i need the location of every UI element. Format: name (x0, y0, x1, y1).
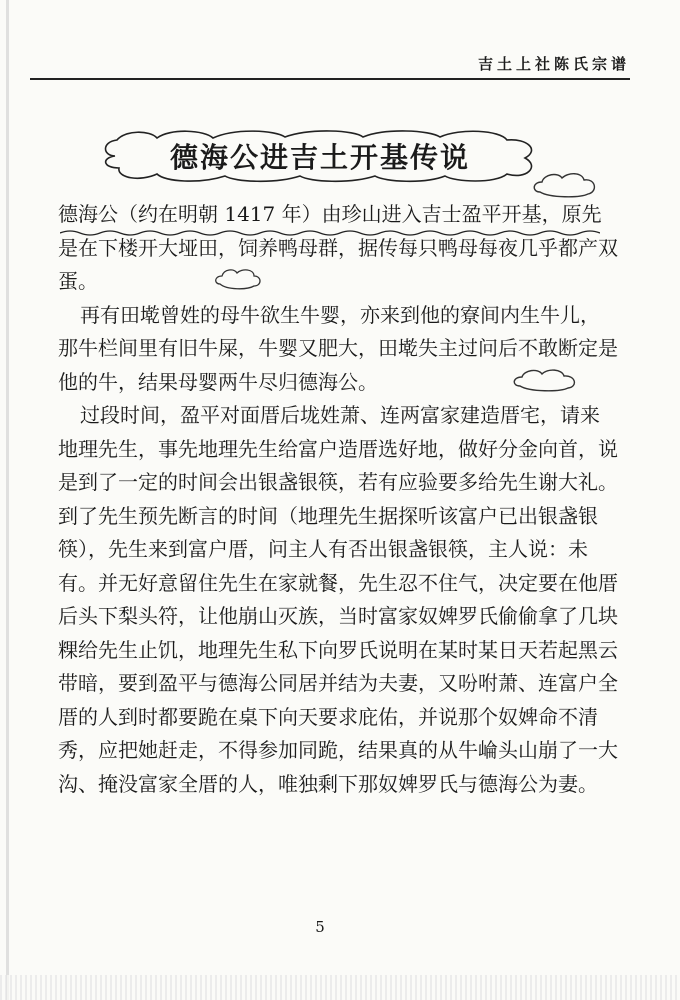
running-header (30, 55, 630, 80)
paragraph: 德海公（约在明朝 1417 年）由珍山进入吉士盈平开基，原先是在下楼开大垭田，饲养鸭母群，据传每只鸭母每夜几乎都产双蛋。 (58, 202, 618, 293)
scan-noise (0, 975, 680, 1000)
page-number: 5 (315, 918, 325, 936)
article-title: 德海公进吉土开基传说 (169, 141, 470, 174)
title-banner (95, 128, 545, 184)
paragraph: 再有田墘曾姓的母牛欲生牛婴，亦来到他的寮间内生牛儿，那牛栏间里有旧牛屎，牛婴又肥大，田墘失主过问后不敢断定是他的牛，结果母婴两牛尽归德海公。 (58, 302, 618, 394)
article-body (58, 198, 618, 801)
cloud-doodle-icon (530, 170, 600, 200)
paragraph: 过段时间，盈平对面厝后垅姓萧、连两富家建造厝宅，请来地理先生，事先地理先生给富户造厝选好地，做好分金向首，说是到了一定的时间会出银盏银筷，若有应验要多给先生谢大礼。到了先生预先断言的时间（地理先生据探听该富户已出银盏银筷），先生来到富户厝，问主人有否出银盏银筷，主人说：未有。并无好意留住先生在家就餐，先生忍不住气，决定要在他厝后头下梨头符，让他崩山灭族，当时富家奴婢罗氏偷偷拿了几块粿给先生止饥，地理先生私下向罗氏说明在某时某日天若起黑云带暗，要到盈平与德海公同居并结为夫妻，又吩咐萧、连富户全厝的人到时都要跪在桌下向天要求庇佑，并说那个奴婢命不清秀，应把她赶走，不得参加同跪，结果真的从牛崘头山崩了一大沟、掩没富家全厝的人，唯独剩下那奴婢罗氏与德海公为妻。 (58, 403, 618, 796)
page-edge (6, 0, 9, 1000)
running-title: 吉土上社陈氏宗谱 (477, 55, 630, 73)
